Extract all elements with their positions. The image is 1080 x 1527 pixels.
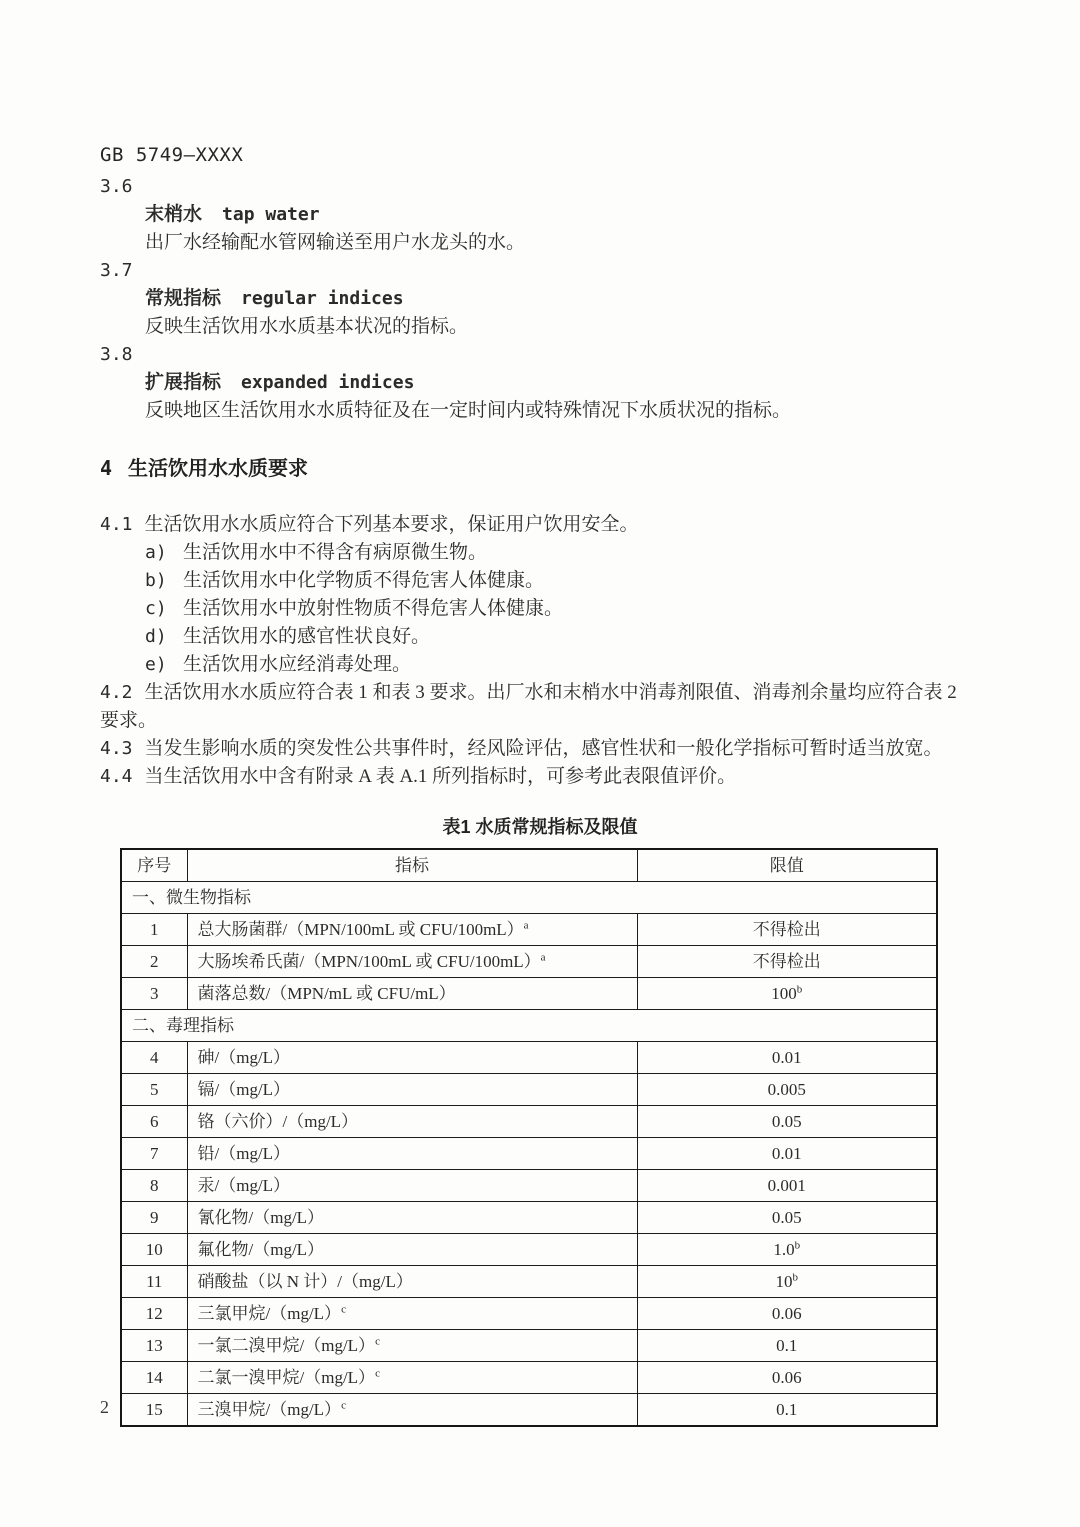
cell-text: 汞/（mg/L）	[197, 1175, 291, 1195]
cell-text: 0.05	[771, 1111, 802, 1131]
clause-text: 当生活饮用水中含有附录 A 表 A.1 所列指标时，可参考此表限值评价。	[144, 766, 737, 787]
cell-text: 铅/（mg/L）	[197, 1143, 291, 1163]
clause-4-1-item	[100, 651, 980, 679]
table-header-cell: 限值	[637, 849, 937, 882]
list-item-text: 生活饮用水中不得含有病原微生物。	[183, 542, 488, 563]
cell-text: 总大肠菌群/（MPN/100mL 或 CFU/100mL）	[197, 919, 524, 939]
table-1-body	[121, 882, 937, 1427]
indicator-cell	[187, 1042, 637, 1074]
section-label: 一、微生物指标	[121, 882, 937, 914]
clause-text: 生活饮用水水质应符合表 1 和表 3 要求。出厂水和末梢水中消毒剂限值、消毒剂余量均应符合表 2 要求。	[100, 682, 957, 731]
table-row	[121, 1362, 937, 1394]
cell-superscript: c	[375, 1366, 380, 1379]
table-row	[121, 1298, 937, 1330]
section-4-title: 生活饮用水水质要求	[128, 458, 309, 480]
table-row	[121, 1330, 937, 1362]
clause-number: 4.4	[100, 766, 133, 787]
indicator-cell	[187, 1074, 637, 1106]
indicator-cell	[187, 1106, 637, 1138]
definition-text: 反映地区生活饮用水水质特征及在一定时间内或特殊情况下水质状况的指标。	[145, 400, 792, 421]
cell-text: 10	[775, 1271, 793, 1291]
term-en: tap water	[222, 204, 320, 225]
limit-cell	[637, 1138, 937, 1170]
table-row	[121, 978, 937, 1010]
cell-text: 0.1	[776, 1335, 798, 1355]
row-number-cell: 7	[121, 1138, 187, 1170]
list-item-text: 生活饮用水的感官性状良好。	[183, 626, 431, 647]
definition-number: 3.7	[100, 260, 133, 281]
cell-text: 0.01	[771, 1047, 802, 1067]
limit-cell	[637, 1394, 937, 1427]
table-section-row	[121, 882, 937, 914]
limit-cell	[637, 978, 937, 1010]
cell-text: 100	[771, 983, 797, 1003]
cell-text: 三氯甲烷/（mg/L）	[197, 1303, 342, 1323]
row-number-cell: 14	[121, 1362, 187, 1394]
term-en: regular indices	[241, 288, 404, 309]
clause-text: 当发生影响水质的突发性公共事件时，经风险评估，感官性状和一般化学指标可暂时适当放宽。	[144, 738, 943, 759]
cell-text: 二氯一溴甲烷/（mg/L）	[197, 1367, 376, 1387]
doc-code: GB 5749—XXXX	[100, 144, 244, 166]
definition-term	[100, 285, 980, 313]
indicator-cell	[187, 1266, 637, 1298]
row-number-cell: 1	[121, 914, 187, 946]
limit-cell	[637, 1202, 937, 1234]
cell-text: 0.05	[771, 1207, 802, 1227]
section-label: 二、毒理指标	[121, 1010, 937, 1042]
cell-superscript: b	[792, 1270, 798, 1283]
limit-cell	[637, 1074, 937, 1106]
definition-number: 3.6	[100, 176, 133, 197]
limit-cell	[637, 1106, 937, 1138]
row-number-cell: 11	[121, 1266, 187, 1298]
indicator-cell	[187, 1394, 637, 1427]
row-number-cell: 9	[121, 1202, 187, 1234]
list-item-text: 生活饮用水中放射性物质不得危害人体健康。	[183, 598, 564, 619]
cell-text: 0.01	[771, 1143, 802, 1163]
cell-text: 大肠埃希氏菌/（MPN/100mL 或 CFU/100mL）	[197, 951, 541, 971]
list-item-label: d)	[145, 626, 167, 647]
limit-cell	[637, 1298, 937, 1330]
clause-4-2	[100, 679, 980, 735]
row-number-cell: 13	[121, 1330, 187, 1362]
limit-cell	[637, 946, 937, 978]
cell-text: 0.001	[767, 1175, 806, 1195]
indicator-cell	[187, 1138, 637, 1170]
clause-4-4	[100, 763, 980, 791]
limit-cell	[637, 1330, 937, 1362]
cell-text: 0.06	[771, 1367, 802, 1387]
row-number-cell: 3	[121, 978, 187, 1010]
limit-cell	[637, 1266, 937, 1298]
clause-4-1-item	[100, 595, 980, 623]
term-zh: 扩展指标	[145, 372, 222, 393]
clause-4-1-item	[100, 539, 980, 567]
cell-text: 0.06	[771, 1303, 802, 1323]
row-number-cell: 4	[121, 1042, 187, 1074]
table-header-cell: 指标	[187, 849, 637, 882]
list-item-label: a)	[145, 542, 167, 563]
table-row	[121, 1042, 937, 1074]
row-number-cell: 6	[121, 1106, 187, 1138]
clause-number: 4.2	[100, 682, 133, 703]
cell-text: 镉/（mg/L）	[197, 1079, 291, 1099]
limit-cell	[637, 1170, 937, 1202]
clause-4-1-list	[100, 539, 980, 679]
cell-superscript: b	[796, 982, 803, 995]
list-item-label: e)	[145, 654, 167, 675]
term-zh: 常规指标	[145, 288, 222, 309]
table-header-row	[121, 849, 937, 882]
cell-text: 氟化物/（mg/L）	[197, 1239, 325, 1259]
cell-text: 菌落总数/（MPN/mL 或 CFU/mL）	[197, 983, 456, 1003]
table-row	[121, 1074, 937, 1106]
limit-cell	[637, 1042, 937, 1074]
cell-text: 0.1	[776, 1399, 798, 1419]
table-row	[121, 1394, 937, 1427]
cell-text: 不得检出	[752, 919, 821, 939]
table-1-head	[121, 849, 937, 882]
definition-term	[100, 201, 980, 229]
table-row	[121, 1170, 937, 1202]
cell-text: 氰化物/（mg/L）	[197, 1207, 325, 1227]
indicator-cell	[187, 978, 637, 1010]
cell-text: 1.0	[773, 1239, 795, 1259]
row-number-cell: 10	[121, 1234, 187, 1266]
row-number-cell: 2	[121, 946, 187, 978]
clause-4-3	[100, 735, 980, 763]
table-row	[121, 914, 937, 946]
definition-text: 反映生活饮用水水质基本状况的指标。	[145, 316, 469, 337]
row-number-cell: 15	[121, 1394, 187, 1427]
indicator-cell	[187, 1298, 637, 1330]
section-4-heading	[100, 454, 980, 483]
clause-4-1	[100, 511, 980, 539]
section-4-number: 4	[100, 456, 113, 480]
limit-cell	[637, 1234, 937, 1266]
list-item-label: b)	[145, 570, 167, 591]
table-section-row	[121, 1010, 937, 1042]
table-row	[121, 1138, 937, 1170]
cell-text: 不得检出	[752, 951, 821, 971]
cell-superscript: c	[375, 1334, 380, 1347]
clause-4-1-item	[100, 623, 980, 651]
cell-text: 一氯二溴甲烷/（mg/L）	[197, 1335, 376, 1355]
indicator-cell	[187, 1234, 637, 1266]
table-1	[120, 848, 938, 1427]
clause-number: 4.3	[100, 738, 133, 759]
table-1-caption: 表1 水质常规指标及限值	[442, 817, 638, 837]
clause-text: 生活饮用水水质应符合下列基本要求，保证用户饮用安全。	[144, 514, 639, 535]
cell-text: 三溴甲烷/（mg/L）	[197, 1399, 342, 1419]
indicator-cell	[187, 914, 637, 946]
list-item-text: 生活饮用水应经消毒处理。	[183, 654, 412, 675]
list-item-text: 生活饮用水中化学物质不得危害人体健康。	[183, 570, 545, 591]
cell-text: 硝酸盐（以 N 计）/（mg/L）	[197, 1271, 413, 1291]
table-header-cell: 序号	[121, 849, 187, 882]
cell-superscript: a	[523, 918, 529, 931]
row-number-cell: 12	[121, 1298, 187, 1330]
cell-superscript: c	[341, 1398, 346, 1411]
clause-number: 4.1	[100, 514, 133, 535]
list-item-label: c)	[145, 598, 167, 619]
indicator-cell	[187, 1330, 637, 1362]
term-en: expanded indices	[241, 372, 415, 393]
cell-superscript: a	[540, 950, 546, 963]
page-number: 2	[100, 1397, 109, 1417]
table-row	[121, 1106, 937, 1138]
cell-superscript: c	[341, 1302, 346, 1315]
definition-number: 3.8	[100, 344, 133, 365]
table-row	[121, 946, 937, 978]
row-number-cell: 8	[121, 1170, 187, 1202]
row-number-cell: 5	[121, 1074, 187, 1106]
indicator-cell	[187, 1362, 637, 1394]
definitions-section	[100, 173, 980, 425]
table-row	[121, 1202, 937, 1234]
limit-cell	[637, 914, 937, 946]
term-zh: 末梢水	[145, 204, 203, 225]
clause-4-1-item	[100, 567, 980, 595]
indicator-cell	[187, 1202, 637, 1234]
indicator-cell	[187, 946, 637, 978]
cell-text: 铬（六价）/（mg/L）	[197, 1111, 359, 1131]
cell-text: 0.005	[767, 1079, 806, 1099]
cell-superscript: b	[794, 1238, 801, 1251]
limit-cell	[637, 1362, 937, 1394]
cell-text: 砷/（mg/L）	[197, 1047, 291, 1067]
definition-text: 出厂水经输配水管网输送至用户水龙头的水。	[145, 232, 526, 253]
table-row	[121, 1266, 937, 1298]
indicator-cell	[187, 1170, 637, 1202]
table-row	[121, 1234, 937, 1266]
definition-term	[100, 369, 980, 397]
